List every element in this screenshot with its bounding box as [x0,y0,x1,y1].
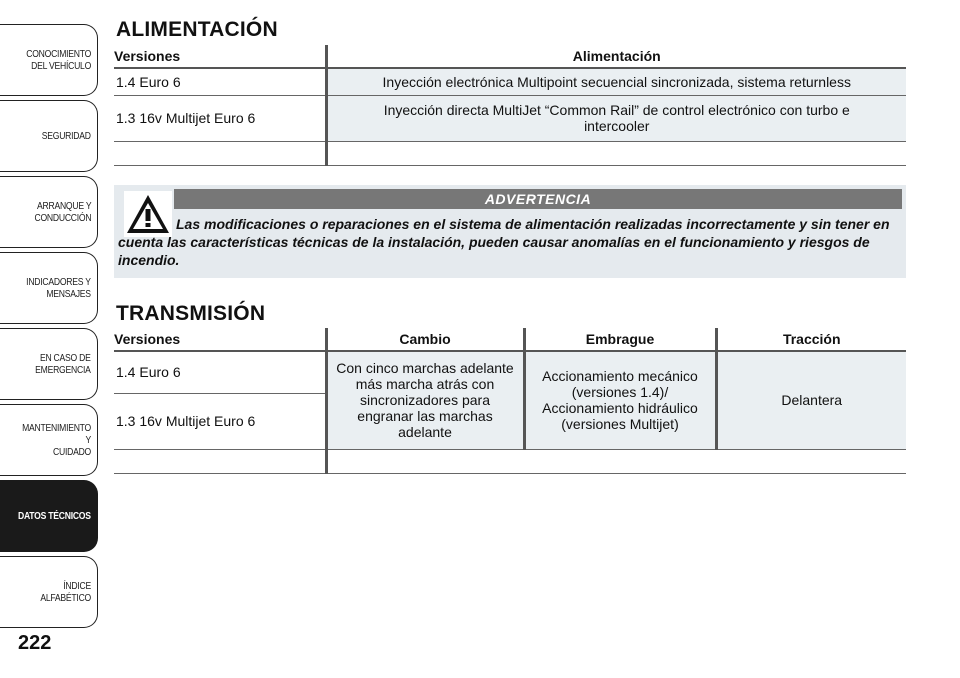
empty-cell [326,141,906,165]
tab-label: DATOS TÉCNICOS [18,510,91,522]
section-title-alimentacion: ALIMENTACIÓN [116,18,278,41]
warning-title: ADVERTENCIA [174,189,902,209]
tab-conocimiento-del-vehiculo[interactable] [0,24,98,96]
tab-en-caso-de-emergencia[interactable] [0,328,98,400]
tab-label: SEGURIDAD [42,130,91,142]
tab-label: EN CASO DE EMERGENCIA [35,352,91,376]
table-header-row [114,45,906,68]
tab-seguridad[interactable] [0,100,98,172]
empty-cell [114,141,326,165]
tab-indicadores-y-mensajes[interactable] [0,252,98,324]
traccion-cell: Delantera [716,351,906,449]
alimentacion-cell: Inyección directa MultiJet “Common Rail” de control electrónico con turbo e intercooler [326,95,906,141]
alimentacion-cell: Inyección electrónica Multipoint secuencial sincronizada, sistema returnless [326,68,906,95]
header-embrague: Embrague [524,328,716,351]
header-versiones: Versiones [114,45,326,68]
tab-label: INDICADORES Y MENSAJES [26,276,91,300]
tab-indice-alfabetico[interactable] [0,556,98,628]
tab-label: MANTENIMIENTO Y CUIDADO [22,422,92,458]
version-cell: 1.4 Euro 6 [114,68,326,95]
empty-cell [114,449,326,473]
page-number: 222 [18,632,52,654]
section-title-transmision: TRANSMISIÓN [116,302,266,325]
version-cell: 1.3 16v Multijet Euro 6 [114,393,326,449]
version-cell: 1.4 Euro 6 [114,351,326,393]
tab-label: ARRANQUE Y CONDUCCIÓN [34,200,91,224]
warning-text: Las modificaciones o reparaciones en el sistema de alimentación realizadas incorrectamente y sin tener en cuenta las características técnicas de la instalación, pueden causar anomalías en el funcionamiento y riesgos de incendio. [118,216,890,268]
tab-label: CONOCIMIENTO DEL VEHÍCULO [26,48,91,72]
table-header-row [114,328,906,351]
tab-datos-tecnicos[interactable] [0,480,98,552]
warning-box [114,185,906,278]
header-alimentacion: Alimentación [326,45,906,68]
tab-mantenimiento-y-cuidado[interactable] [0,404,98,476]
transmision-table [114,328,906,474]
tab-arranque-y-conduccion[interactable] [0,176,98,248]
table-row-empty [114,141,906,165]
cambio-cell: Con cinco marchas adelante más marcha atrás con sincronizadores para engranar las marchas adelante [326,351,524,449]
table-row [114,351,906,393]
header-traccion: Tracción [716,328,906,351]
embrague-cell: Accionamiento mecánico (versiones 1.4)/ Accionamiento hidráulico (versiones Multijet) [524,351,716,449]
header-cambio: Cambio [326,328,524,351]
tab-label: ÍNDICE ALFABÉTICO [40,580,91,604]
alimentacion-table [114,45,906,166]
header-versiones: Versiones [114,328,326,351]
table-row [114,95,906,141]
table-row-empty [114,449,906,473]
version-cell: 1.3 16v Multijet Euro 6 [114,95,326,141]
empty-cell [326,449,906,473]
table-row [114,68,906,95]
